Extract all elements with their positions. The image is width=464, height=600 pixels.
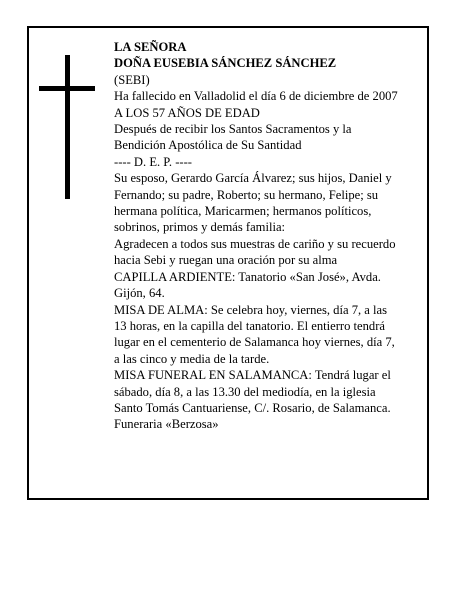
mass-line-1: MISA DE ALMA: Se celebra hoy, viernes, día 7, a las — [114, 302, 388, 317]
family-line-4: sobrinos, primos y demás familia: — [114, 220, 286, 235]
funeral-line-3: Santo Tomás Cantuariense, C/. Rosario, de Salamanca. — [114, 400, 391, 415]
mass-line-3: lugar en el cementerio de Salamanca hoy viernes, día 7, — [114, 335, 395, 350]
obituary-text — [114, 39, 427, 433]
chapel-line-1: CAPILLA ARDIENTE: Tanatorio «San José», Avda. — [114, 269, 381, 284]
family-line-2: Fernando; su padre, Roberto; su hermano, Felipe; su — [114, 187, 379, 202]
family-line-3: hermana política, Maricarmen; hermanos políticos, — [114, 204, 372, 219]
cross-vertical-bar — [65, 55, 70, 199]
age-line: A LOS 57 AÑOS DE EDAD — [114, 105, 260, 120]
mass-line-4: a las cinco y media de la tarde. — [114, 351, 270, 366]
title-line: LA SEÑORA — [114, 40, 187, 54]
death-statement: Ha fallecido en Valladolid el día 6 de diciembre de 2007 — [114, 89, 398, 104]
funeral-home: Funeraria «Berzosa» — [114, 417, 219, 432]
sacraments-line-2: Bendición Apostólica de Su Santidad — [114, 138, 302, 153]
chapel-line-2: Gijón, 64. — [114, 286, 165, 301]
mass-line-2: 13 horas, en la capilla del tanatorio. El entierro tendrá — [114, 318, 386, 333]
family-line-1: Su esposo, Gerardo García Álvarez; sus hijos, Daniel y — [114, 171, 392, 186]
thanks-line-1: Agradecen a todos sus muestras de cariño y su recuerdo — [114, 236, 396, 251]
sacraments-line-1: Después de recibir los Santos Sacramentos y la — [114, 122, 352, 137]
funeral-line-1: MISA FUNERAL EN SALAMANCA: Tendrá lugar el — [114, 368, 391, 383]
nickname: (SEBI) — [114, 72, 150, 87]
cross-horizontal-bar — [39, 86, 95, 91]
funeral-line-2: sábado, día 8, a las 13.30 del mediodía, en la iglesia — [114, 384, 376, 399]
obituary-notice — [27, 26, 429, 500]
deceased-name: DOÑA EUSEBIA SÁNCHEZ SÁNCHEZ — [114, 56, 337, 71]
rip-line: ---- D. E. P. ---- — [114, 154, 192, 169]
thanks-line-2: hacia Sebi y ruegan una oración por su alma — [114, 253, 338, 268]
cross-icon — [39, 55, 95, 199]
